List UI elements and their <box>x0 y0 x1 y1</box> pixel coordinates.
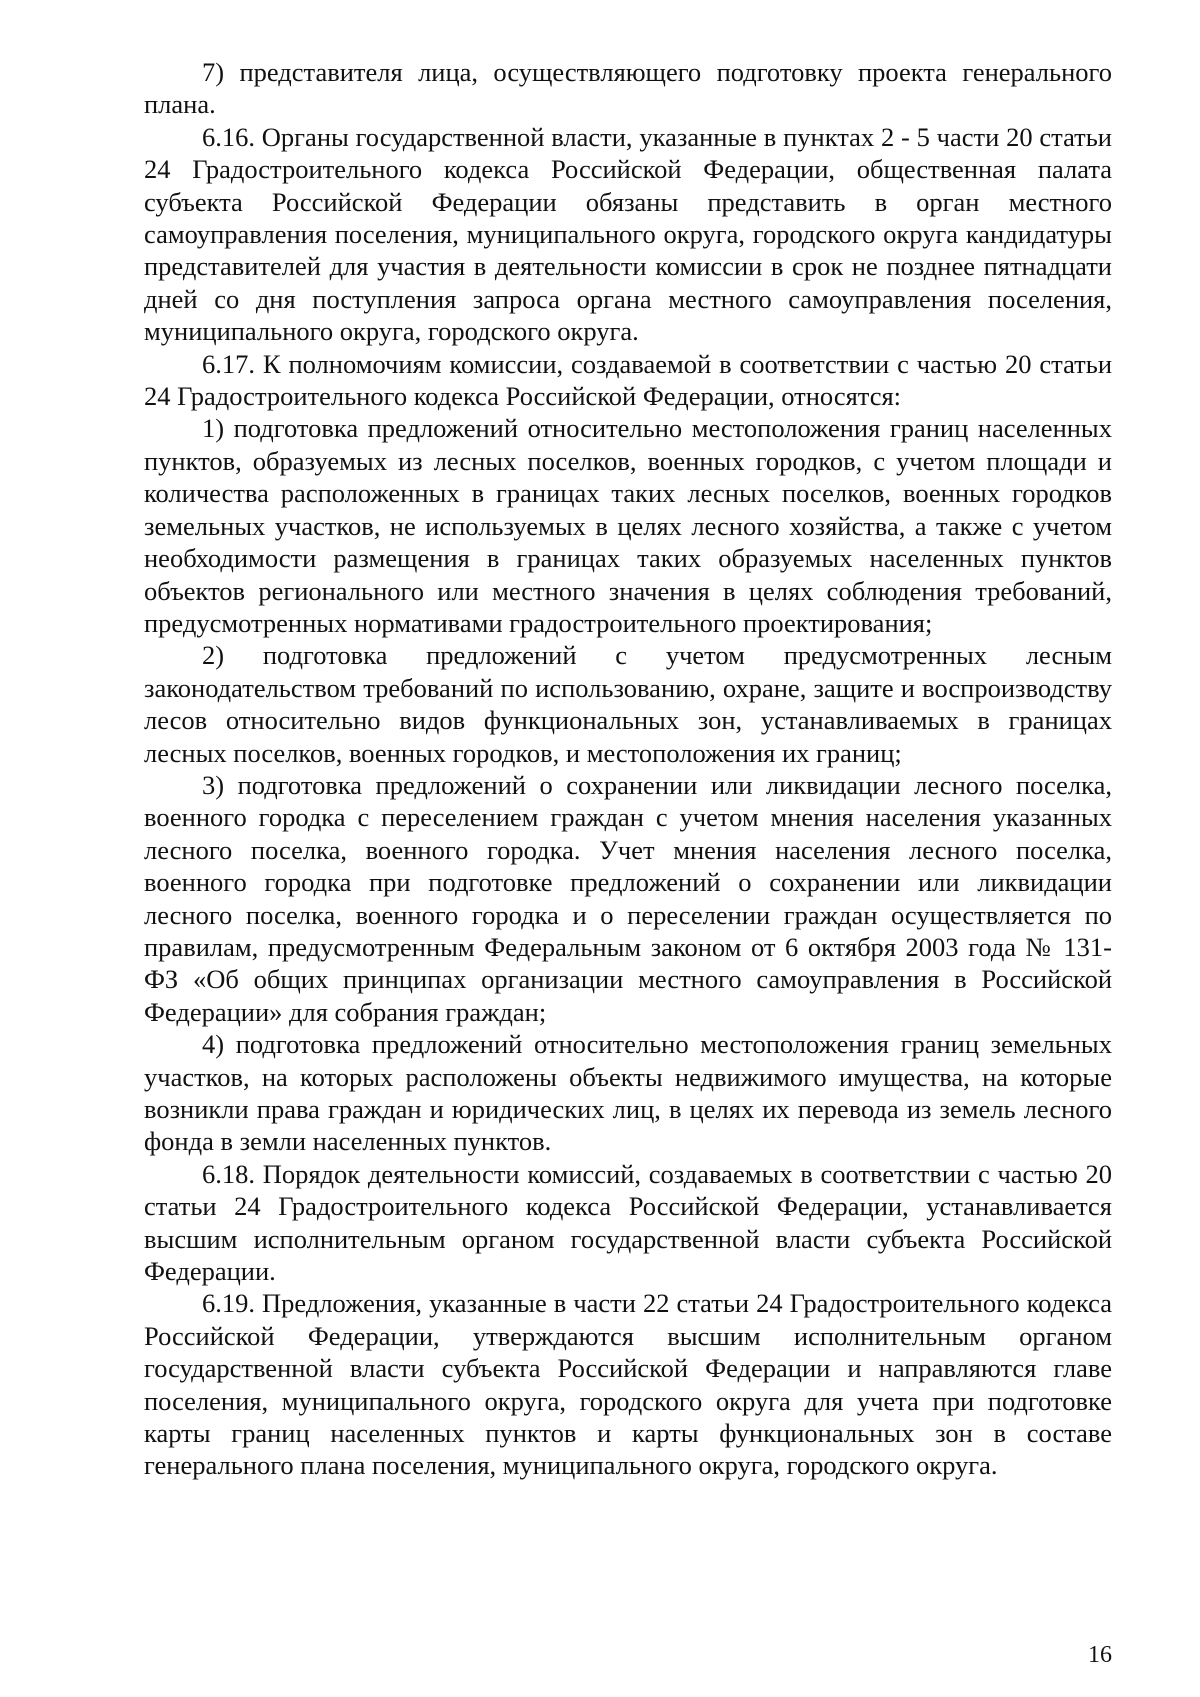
paragraph-6-17-item-4: 4) подготовка предложений относительно местоположения границ земельных участков, на которых расположены объекты недвижимого имущества, на которые возникли права граждан и юридических лиц, в целях их перевода из земель лесного фонда в земли населенных пунктов. <box>144 1029 1112 1157</box>
paragraph-6-19: 6.19. Предложения, указанные в части 22 статьи 24 Градостроительного кодекса Российской Федерации, утверждаются высшим исполнительным органом государственной власти субъекта Российской Федерации и направляются главе поселения, муниципального округа, городского округа для учета при подготовке карты границ населенных пунктов и карты функциональных зон в составе генерального плана поселения, муниципального округа, городского округа. <box>144 1288 1112 1481</box>
paragraph-6-17: 6.17. К полномочиям комиссии, создаваемой в соответствии с частью 20 статьи 24 Градостроительного кодекса Российской Федерации, относятся: <box>144 348 1112 412</box>
paragraph-6-16: 6.16. Органы государственной власти, указанные в пунктах 2 - 5 части 20 статьи 24 Градостроительного кодекса Российской Федерации, общественная палата субъекта Российской Федерации обязаны представить в орган местного самоуправления поселения, муниципального округа, городского округа кандидатуры представителей для участия в деятельности комиссии в срок не позднее пятнадцати дней со дня поступления запроса органа местного самоуправления поселения, муниципального округа, городского округа. <box>144 121 1112 347</box>
paragraph-item-7-representative: 7) представителя лица, осуществляющего подготовку проекта генерального плана. <box>144 57 1112 120</box>
paragraph-6-17-item-1: 1) подготовка предложений относительно местоположения границ населенных пунктов, образуемых из лесных поселков, военных городков, с учетом площади и количества расположенных в границах таких лесных поселков, военных городков земельных участков, не используемых в целях лесного хозяйства, а также с учетом необходимости размещения в границах таких образуемых населенных пунктов объектов регионального или местного значения в целях соблюдения требований, предусмотренных нормативами градостроительного проектирования; <box>144 413 1112 638</box>
paragraph-6-17-item-3: 3) подготовка предложений о сохранении или ликвидации лесного поселка, военного городка с переселением граждан с учетом мнения населения указанных лесного поселка, военного городка. Учет мнения населения лесного поселка, военного городка при подготовке предложений о сохранении или ликвидации лесного поселка, военного городка и о переселении граждан осуществляется по правилам, предусмотренным Федеральным законом от 6 октября 2003 года № 131-ФЗ «Об общих принципах организации местного самоуправления в Российской Федерации» для собрания граждан; <box>144 769 1112 1027</box>
document-body <box>144 56 1112 1482</box>
paragraph-6-18: 6.18. Порядок деятельности комиссий, создаваемых в соответствии с частью 20 статьи 24 Градостроительного кодекса Российской Федерации, устанавливается высшим исполнительным органом государственной власти субъекта Российской Федерации. <box>144 1158 1112 1287</box>
paragraph-6-17-item-2: 2) подготовка предложений с учетом предусмотренных лесным законодательством требований по использованию, охране, защите и воспроизводству лесов относительно видов функциональных зон, устанавливаемых в границах лесных поселков, военных городков, и местоположения их границ; <box>144 640 1112 768</box>
page-number: 16 <box>1088 1642 1112 1668</box>
